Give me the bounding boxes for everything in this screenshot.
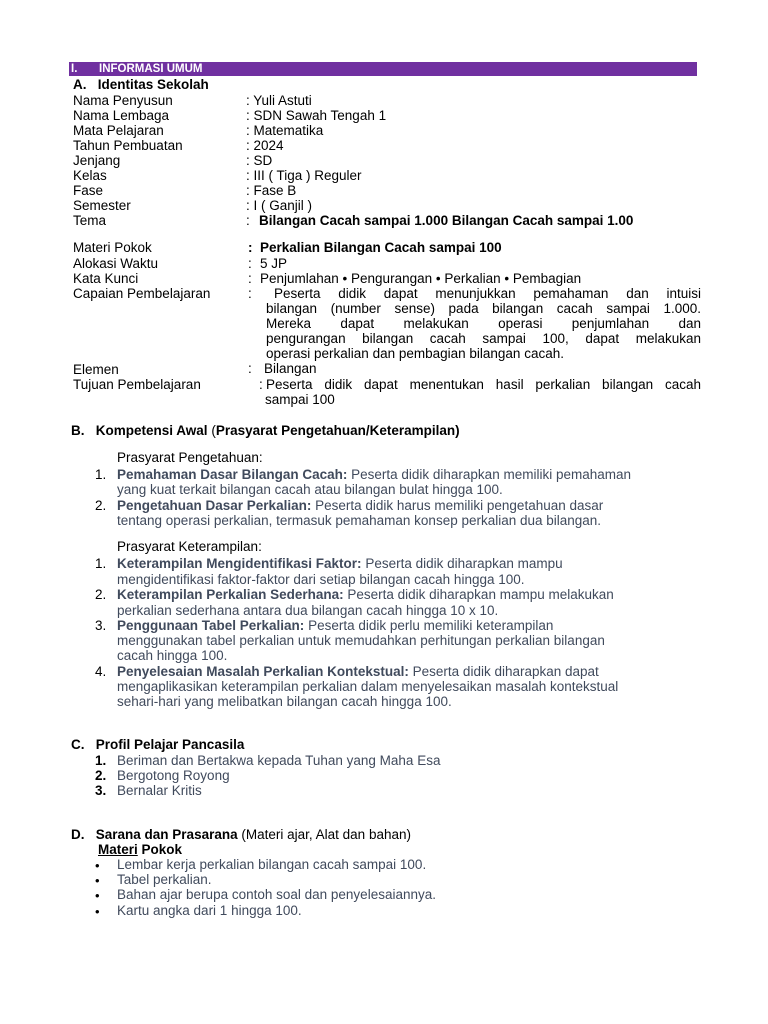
value-mapel: : Matematika: [246, 123, 324, 138]
list-item: Pemahaman Dasar Bilangan Cacah: Peserta didik diharapkan memiliki pemahaman: [117, 467, 631, 482]
capaian-line: Peserta didik dapat menunjukkan pemahaman dan intuisi: [274, 286, 701, 301]
list-number: 3.: [95, 618, 107, 633]
tujuan-line: sampai 100: [265, 392, 335, 407]
bullet-icon: •: [95, 873, 100, 888]
section-b-heading: B. Kompetensi Awal (Prasyarat Pengetahuan/Keterampilan): [71, 423, 460, 438]
label-tema: Tema: [73, 213, 107, 228]
list-number: 1.: [95, 467, 107, 482]
capaian-line: bilangan (number sense) pada bilangan cacah sampai 1.000.: [266, 301, 701, 316]
label-elemen: Elemen: [73, 362, 119, 377]
capaian-line: operasi perkalian dan pembagian bilangan cacah.: [266, 346, 564, 361]
subheading-materi-pokok: Materi Pokok: [98, 842, 183, 857]
section-a-heading: A. Identitas Sekolah: [73, 77, 209, 92]
list-item-continuation: tentang operasi perkalian, termasuk pemahaman konsep perkalian dua bilangan.: [117, 513, 602, 528]
value-alokasi: 5 JP: [260, 256, 288, 271]
bullet-icon: •: [95, 858, 100, 873]
value-tema: Bilangan Cacah sampai 1.000 Bilangan Cacah sampai 1.00: [259, 213, 634, 228]
value-semester: : I ( Ganjil ): [246, 198, 313, 213]
label-capaian: Capaian Pembelajaran: [73, 286, 211, 301]
label-kunci: Kata Kunci: [73, 271, 139, 286]
label-tujuan: Tujuan Pembelajaran: [73, 377, 201, 392]
label-jenjang: Jenjang: [73, 153, 121, 168]
section-header: [71, 62, 203, 76]
list-item-continuation: yang kuat terkait bilangan cacah atau bilangan bulat hingga 100.: [117, 482, 503, 497]
list-item-continuation: mengidentifikasi faktor-faktor dari setiap bilangan cacah hingga 100.: [117, 572, 525, 587]
list-number: 1.: [95, 556, 107, 571]
list-item: Bernalar Kritis: [117, 783, 202, 798]
list-number: 4.: [95, 664, 107, 679]
list-item-continuation: sehari-hari yang melibatkan bilangan cacah hingga 100.: [117, 694, 452, 709]
list-item: Tabel perkalian.: [117, 872, 212, 887]
list-item: Keterampilan Mengidentifikasi Faktor: Peserta didik diharapkan mampu: [117, 556, 563, 571]
section-d-heading: D. Sarana dan Prasarana (Materi ajar, Alat dan bahan): [71, 827, 411, 842]
bullet-icon: •: [95, 888, 100, 903]
list-item: Penyelesaian Masalah Perkalian Kontekstual: Peserta didik diharapkan dapat: [117, 664, 599, 679]
list-item: Bergotong Royong: [117, 768, 230, 783]
colon-alokasi: :: [248, 256, 252, 271]
label-penyusun: Nama Penyusun: [73, 93, 173, 108]
keterampilan-heading: Prasyarat Keterampilan:: [117, 539, 262, 554]
list-item: Pengetahuan Dasar Perkalian: Peserta didik harus memiliki pengetahuan dasar: [117, 498, 604, 513]
value-elemen: Bilangan: [264, 361, 317, 376]
colon-tema: :: [246, 213, 250, 228]
colon-kunci: :: [248, 271, 252, 286]
list-item: Bahan ajar berupa contoh soal dan penyelesaiannya.: [117, 887, 436, 902]
value-materi: Perkalian Bilangan Cacah sampai 100: [260, 240, 502, 255]
pengetahuan-heading: Prasyarat Pengetahuan:: [117, 450, 263, 465]
list-item-continuation: cacah hingga 100.: [117, 648, 228, 663]
colon-capaian: :: [248, 286, 252, 301]
capaian-line: Mereka dapat melakukan operasi penjumlahan dan: [266, 316, 701, 331]
list-item-continuation: perkalian sederhana antara dua bilangan cacah hingga 10 x 10.: [117, 603, 499, 618]
bullet-icon: •: [95, 904, 100, 919]
value-jenjang: : SD: [246, 153, 273, 168]
value-penyusun: : Yuli Astuti: [246, 93, 312, 108]
section-number: I.: [71, 63, 78, 75]
section-c-heading: C. Profil Pelajar Pancasila: [71, 737, 245, 752]
list-item-continuation: mengaplikasikan keterampilan perkalian dalam menyelesaikan masalah kontekstual: [117, 679, 619, 694]
label-kelas: Kelas: [73, 168, 107, 183]
label-tahun: Tahun Pembuatan: [73, 138, 183, 153]
list-item: Lembar kerja perkalian bilangan cacah sampai 100.: [117, 857, 427, 872]
section-title: INFORMASI UMUM: [99, 63, 203, 75]
list-number: 2.: [95, 768, 107, 783]
value-lembaga: : SDN Sawah Tengah 1: [246, 108, 387, 123]
list-item-continuation: menggunakan tabel perkalian untuk memudahkan perhitungan perkalian bilangan: [117, 633, 605, 648]
colon-tujuan: :: [259, 377, 263, 392]
value-fase: : Fase B: [246, 183, 297, 198]
label-mapel: Mata Pelajaran: [73, 123, 164, 138]
value-kunci: Penjumlahan • Pengurangan • Perkalian • Pembagian: [260, 271, 582, 286]
list-number: 2.: [95, 498, 107, 513]
list-item: Penggunaan Tabel Perkalian: Peserta didik perlu memiliki keterampilan: [117, 618, 554, 633]
list-item: Beriman dan Bertakwa kepada Tuhan yang Maha Esa: [117, 753, 441, 768]
colon-elemen: :: [248, 361, 252, 376]
list-number: 1.: [95, 753, 107, 768]
label-lembaga: Nama Lembaga: [73, 108, 170, 123]
label-fase: Fase: [73, 183, 104, 198]
capaian-line: pengurangan bilangan cacah sampai 100, dapat melakukan: [266, 331, 701, 346]
tujuan-line: Peserta didik dapat menentukan hasil perkalian bilangan cacah: [266, 377, 701, 392]
value-kelas: : III ( Tiga ) Reguler: [246, 168, 362, 183]
label-materi: Materi Pokok: [73, 240, 152, 255]
list-item: Keterampilan Perkalian Sederhana: Peserta didik diharapkan mampu melakukan: [117, 587, 614, 602]
list-item: Kartu angka dari 1 hingga 100.: [117, 903, 302, 918]
label-semester: Semester: [73, 198, 131, 213]
colon-materi: :: [248, 240, 253, 255]
list-number: 2.: [95, 587, 107, 602]
label-alokasi: Alokasi Waktu: [73, 256, 159, 271]
list-number: 3.: [95, 783, 107, 798]
value-tahun: : 2024: [246, 138, 284, 153]
